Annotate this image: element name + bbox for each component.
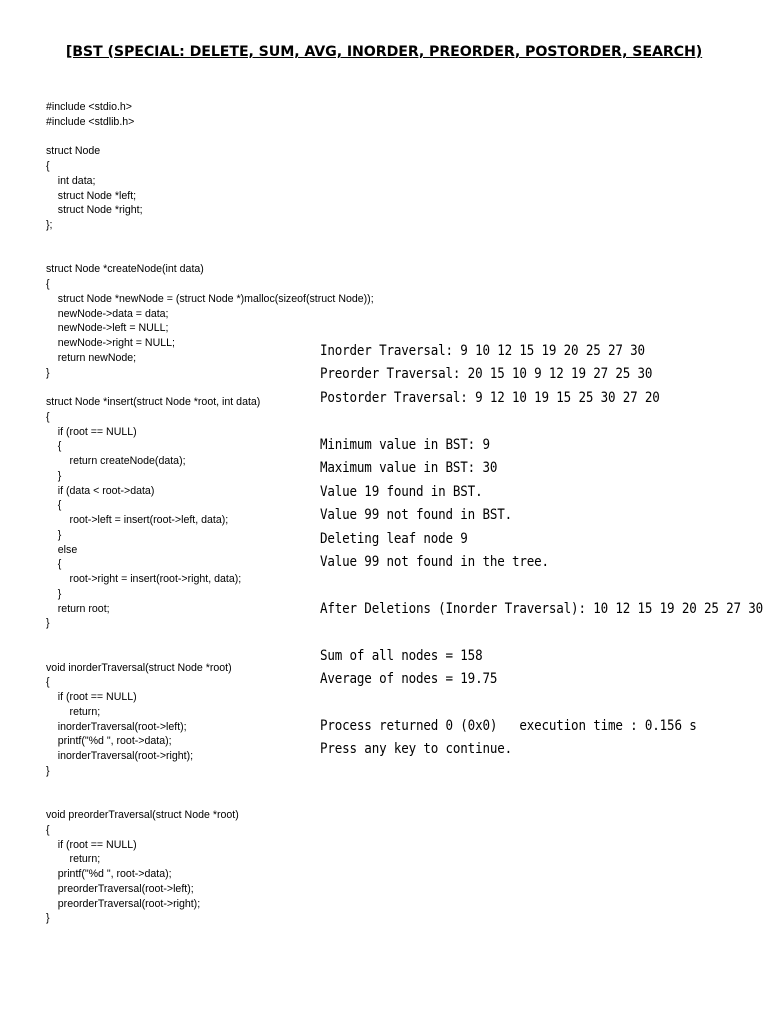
console-line: Value 99 not found in the tree. xyxy=(320,552,549,570)
code-line: } xyxy=(46,764,50,777)
code-line: inorderTraversal(root->right); xyxy=(46,750,194,762)
code-line: root->right = insert(root->right, data); xyxy=(46,573,242,585)
console-line xyxy=(320,691,698,714)
code-line: return createNode(data); xyxy=(46,455,186,467)
console-line: Value 19 found in BST. xyxy=(320,482,483,500)
console-line: Value 99 not found in BST. xyxy=(320,506,512,524)
code-line: printf("%d ", root->data); xyxy=(46,735,172,748)
code-line: root->left = insert(root->left, data); xyxy=(46,514,229,526)
console-line: Press any key to continue. xyxy=(320,740,512,758)
code-line: return; xyxy=(46,705,101,718)
code-line: } xyxy=(46,587,62,600)
code-line: newNode->data = data; xyxy=(46,307,169,320)
code-line: { xyxy=(46,558,62,571)
code-line: inorderTraversal(root->left); xyxy=(46,720,187,733)
console-line: Average of nodes = 19.75 xyxy=(320,670,498,688)
code-line: if (root == NULL) xyxy=(46,691,137,703)
code-line: { xyxy=(46,499,62,512)
console-line xyxy=(320,573,698,596)
code-line: } xyxy=(46,617,50,630)
code-line: struct Node xyxy=(46,145,101,158)
code-line: void preorderTraversal(struct Node *root) xyxy=(46,809,239,821)
code-line xyxy=(46,248,446,263)
console-line: Deleting leaf node 9 xyxy=(320,529,468,547)
code-line: struct Node *right; xyxy=(46,204,143,217)
code-line: struct Node *createNode(int data) xyxy=(46,263,204,276)
code-line: if (root == NULL) xyxy=(46,838,137,851)
code-line: struct Node *newNode = (struct Node *)malloc(sizeof(struct Node)); xyxy=(46,292,374,305)
code-line: printf("%d ", root->data); xyxy=(46,868,172,880)
code-line: #include <stdio.h> xyxy=(46,101,132,113)
code-line xyxy=(46,779,446,794)
console-line xyxy=(320,620,698,643)
code-line: preorderTraversal(root->right); xyxy=(46,897,201,910)
code-line: { xyxy=(46,823,50,836)
code-line: } xyxy=(46,528,62,541)
code-line: newNode->left = NULL; xyxy=(46,322,169,335)
code-line: #include <stdlib.h> xyxy=(46,115,135,128)
code-line: { xyxy=(46,676,50,689)
code-line: }; xyxy=(46,219,53,231)
code-line: { xyxy=(46,160,50,172)
code-line: return newNode; xyxy=(46,351,137,364)
code-line: } xyxy=(46,366,50,379)
code-line: void inorderTraversal(struct Node *root) xyxy=(46,661,232,674)
console-line: Postorder Traversal: 9 12 10 19 15 25 30 27 20 xyxy=(320,388,660,406)
document-title: [BST (SPECIAL: DELETE, SUM, AVG, INORDER, PREORDER, POSTORDER, SEARCH) xyxy=(65,44,703,60)
code-line xyxy=(46,233,446,248)
code-line: { xyxy=(46,440,62,453)
code-line: { xyxy=(46,278,50,290)
code-line: } xyxy=(46,469,62,482)
console-line: Preorder Traversal: 20 15 10 9 12 19 27 25 30 xyxy=(320,365,653,383)
console-line: Inorder Traversal: 9 10 12 15 19 20 25 27 30 xyxy=(320,342,645,359)
code-line: newNode->right = NULL; xyxy=(46,337,175,349)
code-line: int data; xyxy=(46,174,96,187)
code-line: return; xyxy=(46,853,101,866)
console-line: Sum of all nodes = 158 xyxy=(320,646,483,664)
code-line xyxy=(46,793,446,808)
code-line: { xyxy=(46,410,50,423)
code-line: if (root == NULL) xyxy=(46,425,137,438)
code-line xyxy=(46,130,446,145)
console-line: Maximum value in BST: 30 xyxy=(320,459,498,477)
console-output-block xyxy=(320,339,764,761)
code-line: preorderTraversal(root->left); xyxy=(46,882,194,895)
code-line: struct Node *insert(struct Node *root, int data) xyxy=(46,396,261,408)
console-line xyxy=(320,409,698,432)
code-line: return root; xyxy=(46,602,110,615)
console-line: Minimum value in BST: 9 xyxy=(320,435,490,453)
code-line: } xyxy=(46,912,50,925)
console-line: Process returned 0 (0x0) execution time : 0.156 s xyxy=(320,717,697,734)
code-line: else xyxy=(46,543,78,556)
code-line: if (data < root->data) xyxy=(46,484,155,497)
code-line: struct Node *left; xyxy=(46,189,137,202)
console-line: After Deletions (Inorder Traversal): 10 12 15 19 20 25 27 30 xyxy=(320,599,764,617)
